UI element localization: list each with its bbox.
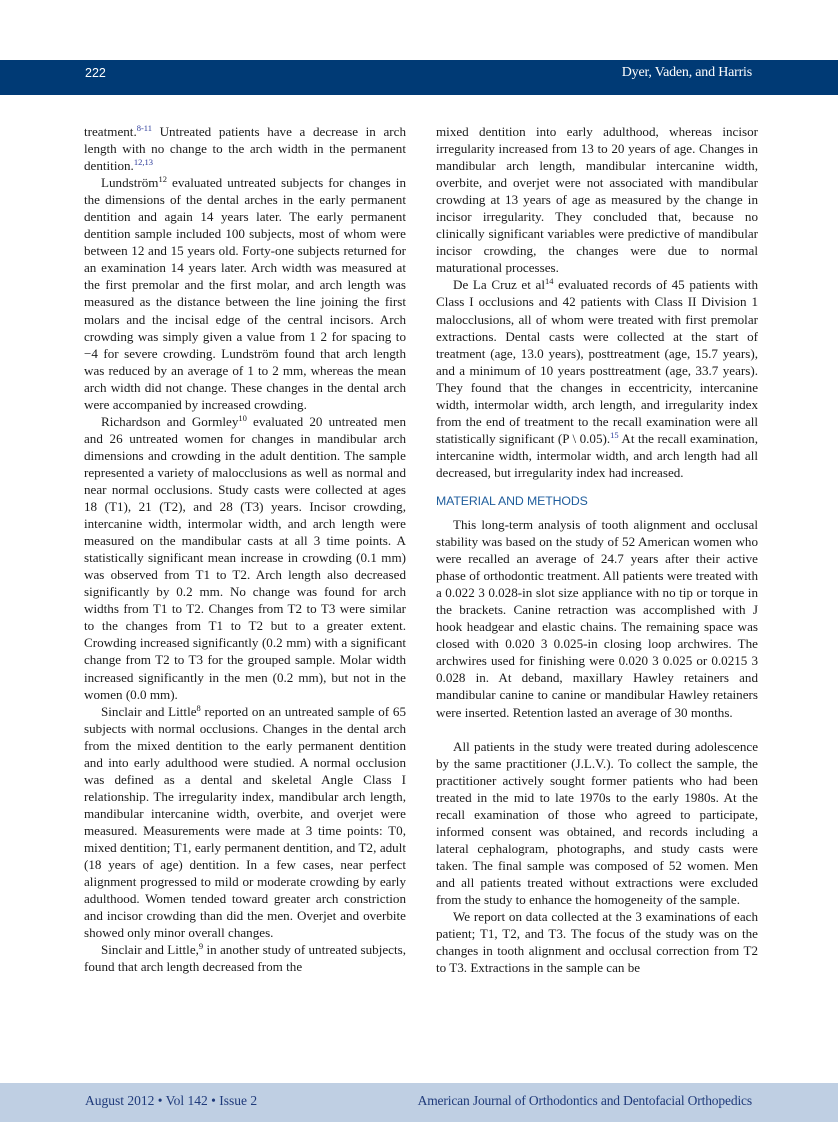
reference-link[interactable]: 10 xyxy=(238,412,247,423)
paragraph: We report on data collected at the 3 examinations of each patient; T1, T2, and T3. The focus of the study was on the changes in tooth alignment and occlusal correction from T2 to T3. Extractions in the sample can be xyxy=(436,909,758,976)
paragraph xyxy=(84,174,406,413)
section-heading: MATERIAL AND METHODS xyxy=(436,493,588,508)
reference-link[interactable]: 9 xyxy=(198,941,204,952)
paragraph-text: Richardson and Gormley xyxy=(101,413,239,429)
paragraph-text: treatment. xyxy=(84,124,137,139)
paragraph xyxy=(84,123,406,174)
reference-link[interactable]: 14 xyxy=(544,276,554,287)
paragraph-text: Lundström xyxy=(101,175,159,191)
running-header-bar xyxy=(0,60,838,95)
footer-bar xyxy=(0,1083,838,1122)
paragraph xyxy=(84,703,406,942)
paragraph: This long-term analysis of tooth alignment and occlusal stability was based on the study of 52 American women who were recalled an average of 24.7 years after their active phase of orthodontic treatment. All patients were treated with a 0.022 3 0.028-in slot size appliance with no tip or torque in the brackets. Canine retraction was accomplished with J hook headgear and elastic chains. The remaining space was closed with 0.020 3 0.025-in closing loop archwires. The archwires used for finishing were 0.020 3 0.025 or 0.0215 3 0.028 in. At deband, maxillary Hawley retainers and mandibular canine to canine or mandibular Hawley retainers were inserted. Retention lasted an average of 30 months. xyxy=(436,516,758,720)
paragraph-text: Sinclair and Little xyxy=(101,703,197,719)
paragraph xyxy=(84,413,406,703)
paragraph-text: evaluated 20 untreated men and 26 untreated women for changes in mandibular arch dimensions and crowding in the adult dentition. The sample represented a variety of malocclusions as well as normal and near normal occlusions. Study casts were collected at ages 18 (T1), 21 (T2), and 28 (T3) years. Incisor crowding, intercanine width, intermolar width, and arch length were measured on the mandibular casts at all 3 time points. A statistically significant mean increase in crowding (0.1 mm) was observed from T1 to T2. Arch length also decreased significantly by 0.2 mm. No change was found for arch widths from T1 to T2. Changes from T2 to T3 were similar to the changes from T1 to T2 but to a greater extent. Crowding increased significantly (0.2 mm) with a significant change from T2 to T3 for the grouped sample. Molar width increased significantly in the men (0.2 mm), but not in the women (0.0 mm). xyxy=(84,413,406,702)
reference-link[interactable]: 8-11 xyxy=(136,123,152,133)
paragraph-text: De La Cruz et al xyxy=(453,277,545,293)
paragraph-text: At the recall examination, intercanine width, intermolar width, and arch length had all decreased, but irregularity index had increased. xyxy=(436,430,758,480)
paragraph xyxy=(436,276,758,481)
paragraph-text: reported on an untreated sample of 65 subjects with normal occlusions. Changes in the dental arch from the mixed dentition to the early permanent dentition and into early adulthood were studied. A normal occlusion was defined as a dental and skeletal Angle Class I relationship. The irregularity index, mandibular arch length, mandibular intercanine width, overbite, and overjet were measured. Measurements were made at 3 time points: T0, mixed dentition; T1, early permanent dentition, and T2, adult (18 years of age) dentition. In a few cases, near perfect alignment progressed to mild or moderate crowding by early adulthood. Women tended toward greater arch constriction and incisor crowding than did the men. Overjet and overbite showed only minor overall changes. xyxy=(84,703,406,941)
paragraph-text: Untreated patients have a decrease in arch length with no change to the arch width in the permanent dentition. xyxy=(84,124,406,174)
paragraph-text: in another study of untreated subjects, found that arch length decreased from the xyxy=(84,942,406,975)
right-text-column xyxy=(436,123,758,976)
reference-link[interactable]: 8 xyxy=(196,702,201,713)
reference-link[interactable]: 12,13 xyxy=(133,157,153,168)
reference-link[interactable]: 12 xyxy=(158,174,167,185)
page-number: 222 xyxy=(85,66,106,80)
paragraph: All patients in the study were treated during adolescence by the same practitioner (J.L.V.). To collect the sample, the practitioner actively sought former patients who had been treated in the mid to late 1970s to the early 1980s. At the recall examination of those who agreed to participate, informed consent was obtained, and records including a lateral cephalogram, photographs, and study casts were taken. The final sample was composed of 52 women. Men and all patients treated without extractions were excluded from the study to enhance the homogeneity of the sample. xyxy=(436,738,758,907)
paragraph: mixed dentition into early adulthood, whereas incisor irregularity increased from 13 to 20 years of age. Changes in mandibular arch length, mandibular intercanine width, overbite, and overjet were not associated with mandibular crowding at 13 years of age as measured by the change in incisor irregularity. They concluded that, because no clinically significant variables were predictive of mandibular incisor crowding, the changes were due to normal maturational processes. xyxy=(436,124,758,276)
paragraph xyxy=(84,941,406,975)
left-text-column xyxy=(84,123,406,975)
reference-link[interactable]: 15 xyxy=(610,429,619,440)
footer-issue-info: August 2012 • Vol 142 • Issue 2 xyxy=(85,1093,258,1108)
paragraph-text: evaluated records of 45 patients with Class I occlusions and 42 patients with Class II Division 1 malocclusions, all of whom were treated with first premolar extractions. Dental casts were collected at the start of treatment (age, 13.0 years), posttreatment (age, 15.7 years), and a minimum of 10 years posttreatment (age, 33.7 years). They found that the changes in eccentricity, intercanine width, intermolar width, arch length, and irregularity index from the end of treatment to the recall examination were all statistically significant (P \ 0.05). xyxy=(436,277,759,446)
footer-journal-title: American Journal of Orthodontics and Dentofacial Orthopedics xyxy=(417,1093,752,1108)
paragraph-text: evaluated untreated subjects for changes in the dimensions of the dental arches in the early permanent dentition and again 14 years later. The early permanent dentition sample included 100 subjects, most of whom were between 12 and 15 years old. Forty-one subjects returned for an examination 14 years later. Arch width was measured at the first premolar and the first molar, and arch length was measured as the distance between the line joining the first molars and the incisal edge of the central incisors. Arch crowding was simply given a value from 1 2 for spacing to −4 for severe crowding. Lundström found that arch length was reduced by an average of 1 to 2 mm, whereas the mean arch width did not change. These changes in the dental arch were accompanied by increased crowding. xyxy=(84,175,406,412)
paragraph-text: Sinclair and Little, xyxy=(101,942,199,958)
running-head-authors: Dyer, Vaden, and Harris xyxy=(621,65,752,80)
